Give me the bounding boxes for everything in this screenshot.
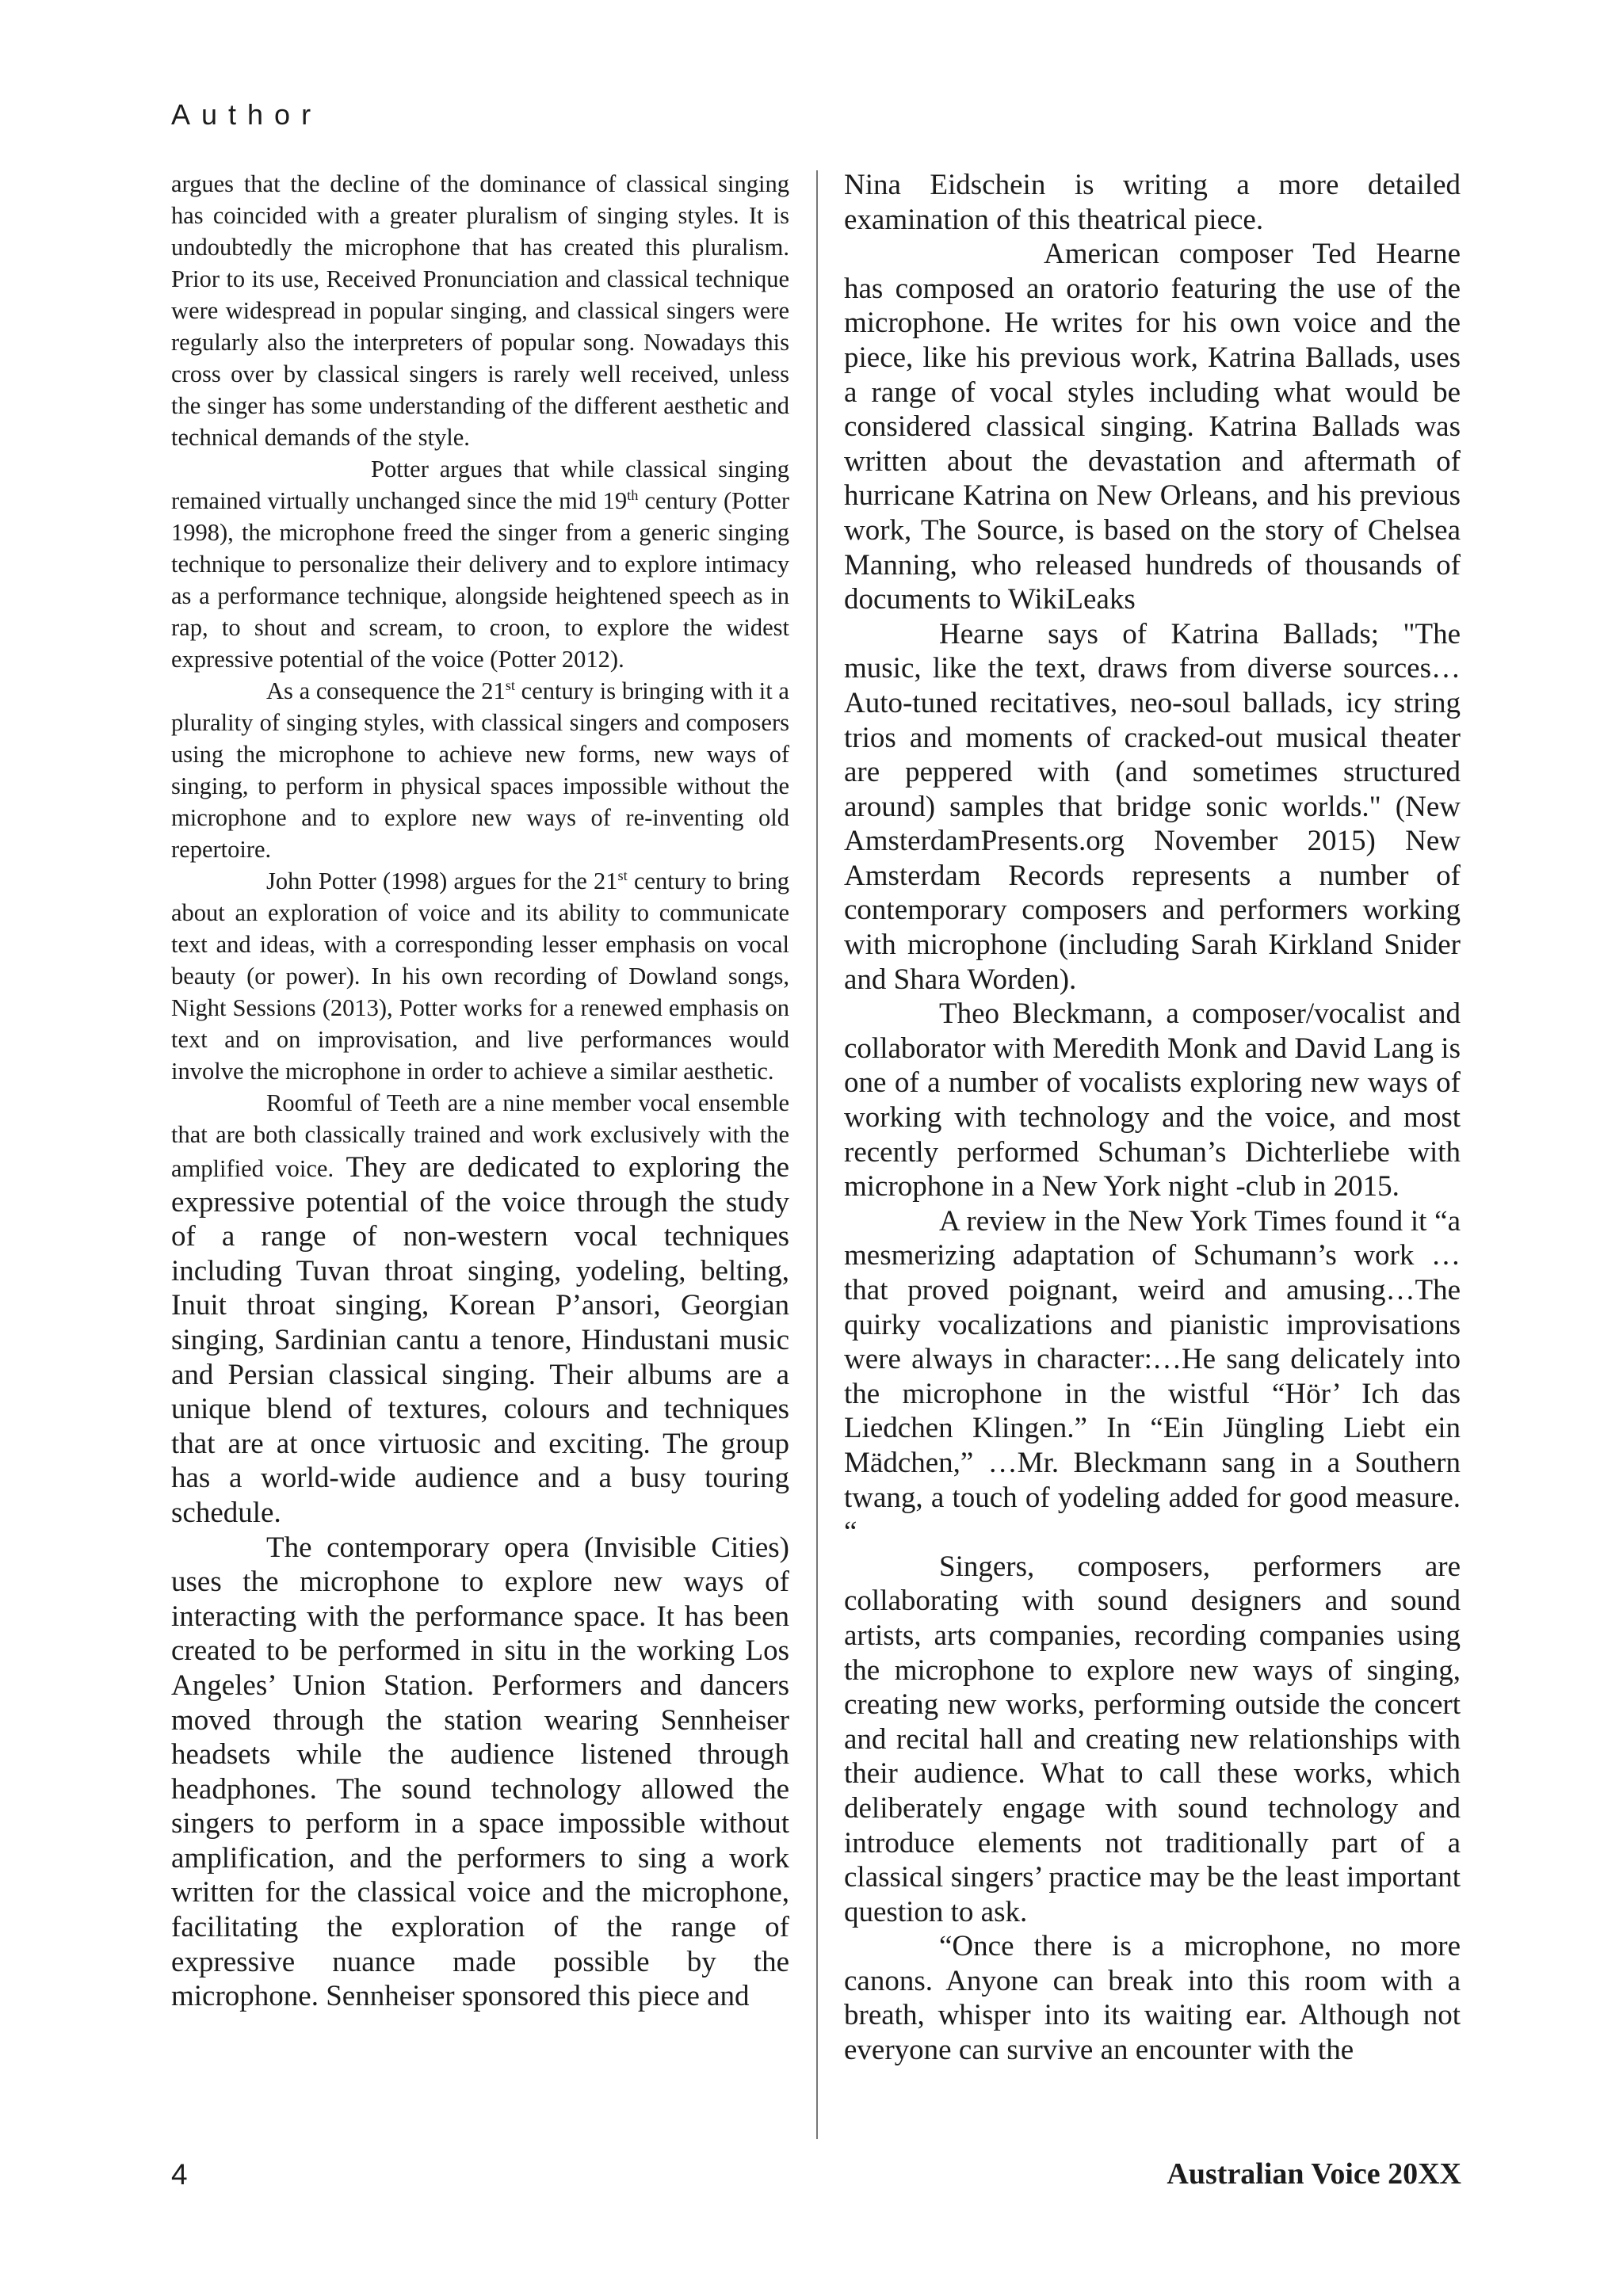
left-paragraph-6: The contemporary opera (Invisible Cities) uses the microphone to explore new ways of interacting with the performance space. It has been created to be performed in situ in the working Los Angeles’ Union Station. Performers and dancers moved through the station wearing Sennheiser headsets while the audience listened through headphones. The sound technology allowed the singers to perform in a space impossible without amplification, and the performers to sing a work written for the classical voice and the microphone, facilitating the exploration of the range of expressive nuance made possible by the microphone. Sennheiser sponsored this piece and (171, 1531, 789, 2013)
right-paragraph-1: Nina Eidschein is writing a more detailed examination of this theatrical piece. (844, 169, 1461, 236)
left-paragraph-4: John Potter (1998) argues for the 21st century to bring about an exploration of voice and its ability to communicate text and ideas, with a corresponding lesser emphasis on vocal beauty (or power). In his own recording of Dowland songs, Night Sessions (2013), Potter works for a renewed emphasis on text and on improvisation, and live performances would involve the microphone in order to achieve a similar aesthetic. (171, 867, 789, 1085)
right-column (844, 168, 1461, 2068)
right-paragraph-5: A review in the New York Times found it “a mesmerizing adaptation of Schumann’s work … that proved poignant, weird and amusing…The quirky vocalizations and pianistic improvisations were always in character:…He sang delicately into the microphone in the wistful “Hör’ Ich das Liedchen Klingen.” In “Ein Jüngling Liebt ein Mädchen,” …Mr. Bleckmann sang in a Southern twang, a touch of yodeling added for good measure. “ (844, 1204, 1461, 1549)
left-paragraph-5: Roomful of Teeth are a nine member vocal ensemble that are both classically trained and work exclusively with the amplified voice. They are dedicated to exploring the expressive potential of the voice through the study of a range of non-western vocal techniques including Tuvan throat singing, yodeling, belting, Inuit throat singing, Korean P’ansori, Georgian singing, Sardinian cantu a tenore, Hindustani music and Persian classical singing. Their albums are a unique blend of textures, colours and techniques that are at once virtuosic and exciting. The group has a world-wide audience and a busy touring schedule. (171, 1089, 789, 1529)
right-paragraph-7: “Once there is a microphone, no more canons. Anyone can break into this room with a breath, whisper into its waiting ear. Although not everyone can survive an encounter with the (844, 1930, 1461, 2067)
running-header-author: Author (171, 98, 323, 131)
column-divider (816, 170, 818, 2139)
left-paragraph-1: argues that the decline of the dominance of classical singing has coincided with a greater pluralism of singing styles. It is undoubtedly the microphone that has created this pluralism. Prior to its use, Received Pronunciation and classical technique were widespread in popular singing, and classical singers were regularly also the interpreters of popular song. Nowadays this cross over by classical singers is rarely well received, unless the singer has some understanding of the different aesthetic and technical demands of the style. (171, 170, 789, 451)
page-number: 4 (171, 2158, 188, 2191)
right-paragraph-3: Hearne says of Katrina Ballads; "The music, like the text, draws from diverse sources… Auto-tuned recitatives, neo-soul ballads, icy string trios and moments of cracked-out musical theater are peppered with (and sometimes structured around) samples that bridge sonic worlds." (New AmsterdamPresents.org November 2015) New Amsterdam Records represents a number of contemporary composers and performers working with microphone (including Sarah Kirkland Snider and Shara Worden). (844, 617, 1461, 996)
right-paragraph-2: American composer Ted Hearne has composed an oratorio featuring the use of the microphone. He writes for his own voice and the piece, like his previous work, Katrina Ballads, uses a range of vocal styles including what would be considered classical singing. Katrina Ballads was written about the devastation and aftermath of hurricane Katrina on New Orleans, and his previous work, The Source, is based on the story of Chelsea Manning, who released hundreds of thousands of documents to WikiLeaks (844, 238, 1461, 616)
left-column (171, 168, 789, 2014)
journal-title: Australian Voice 20XX (1167, 2157, 1461, 2191)
right-paragraph-6: Singers, composers, performers are collaborating with sound designers and sound artists, arts companies, recording companies using the microphone to explore new ways of singing, creating new works, performing outside the concert and recital hall and creating new relationships with their audience. What to call these works, which deliberately engage with sound technology and introduce elements not traditionally part of a classical singers’ practice may be the least important question to ask. (844, 1550, 1461, 1928)
left-paragraph-3: As a consequence the 21st century is bringing with it a plurality of singing styles, with classical singers and composers using the microphone to achieve new forms, new ways of singing, to perform in physical spaces impossible without the microphone and to explore new ways of re-inventing old repertoire. (171, 677, 789, 863)
left-paragraph-2: Potter argues that while classical singing remained virtually unchanged since the mid 19th century (Potter 1998), the microphone freed the singer from a generic singing technique to personalize their delivery and to explore intimacy as a performance technique, alongside heightened speech as in rap, to shout and scream, to croon, to explore the widest expressive potential of the voice (Potter 2012). (171, 456, 789, 673)
right-paragraph-4: Theo Bleckmann, a composer/vocalist and collaborator with Meredith Monk and David Lang is one of a number of vocalists exploring new ways of working with technology and the voice, and most recently performed Schuman’s Dichterliebe with microphone in a New York night -club in 2015. (844, 997, 1461, 1203)
